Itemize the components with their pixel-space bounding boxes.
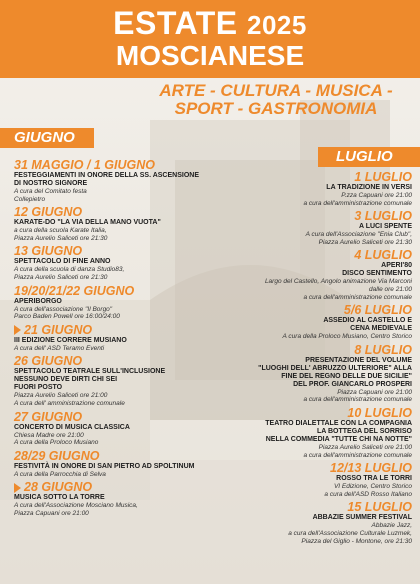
event-item — [214, 209, 412, 246]
event-info: a cura dell'Associazione Culturale Luzmek, — [288, 529, 412, 537]
event-item — [14, 354, 224, 407]
arrow-icon — [14, 483, 21, 493]
event-item — [214, 170, 412, 207]
event-item — [14, 205, 224, 242]
event-title: ABBAZIE SUMMER FESTIVAL — [312, 514, 412, 522]
event-info: a cura dell'amministrazione comunale — [303, 396, 412, 404]
event-date — [14, 323, 224, 337]
event-item — [214, 248, 412, 301]
event-title: DISCO SENTIMENTO — [342, 270, 412, 278]
event-date — [214, 461, 412, 475]
event-info: a cura dell'ASD Rosso Italiano — [324, 490, 412, 498]
event-info: a cura dell'amministrazione comunale — [303, 199, 412, 207]
event-date-text: 12/13 LUGLIO — [330, 461, 412, 476]
event-item — [214, 500, 412, 545]
event-info: Piazza Capuani ore 21:00 — [337, 388, 412, 396]
event-info: a cura dell'amministrazione comunale — [303, 293, 412, 301]
event-info: A cura del Comitato festa — [14, 188, 87, 195]
event-title: NESSUNO DEVE DIRTI CHI SEI — [14, 376, 118, 384]
event-title: PRESENTAZIONE DEL VOLUME — [305, 356, 412, 364]
event-title: III EDIZIONE CORRERE MUSIANO — [14, 336, 127, 344]
event-title: APERIBORGO — [14, 297, 62, 305]
event-item — [14, 284, 224, 321]
event-date — [214, 343, 412, 357]
event-title: CENA MEDIEVALE — [350, 325, 412, 333]
event-date-text: 26 GIUGNO — [14, 354, 83, 369]
event-info: dalle ore 21:00 — [368, 285, 412, 293]
month-banner-luglio: LUGLIO — [318, 147, 420, 167]
event-date — [14, 480, 224, 494]
june-events-column — [14, 158, 224, 520]
tagline — [136, 82, 416, 118]
event-info: Piazza Aurelio Saliceti ore 21:30 — [14, 234, 108, 242]
event-date — [214, 500, 412, 514]
event-date-text: 28/29 GIUGNO — [14, 448, 100, 463]
event-title: DI NOSTRO SIGNORE — [14, 180, 88, 187]
event-info: A cura dell'associazione "Il Borgo" — [14, 305, 113, 313]
event-title: FINE DEL REGNO DELLE DUE SICILIE" — [281, 372, 412, 380]
event-item — [214, 343, 412, 404]
event-date-text: 31 MAGGIO / 1 GIUGNO — [14, 158, 155, 172]
event-info: A cura della Proloco Musiano, Centro Storico — [282, 333, 412, 341]
event-item — [14, 480, 224, 517]
event-info: Chiesa Madre ore 21:00 — [14, 431, 84, 439]
event-info: Piazza Capuani ore 21:00 — [14, 509, 89, 517]
event-info: Largo del Castello, Angolo animazione Via Marconi — [264, 278, 412, 286]
arrow-icon — [14, 325, 21, 335]
july-events-column — [214, 170, 412, 547]
tagline-line-1: ARTE - CULTURA - MUSICA - — [159, 81, 393, 100]
event-title: FESTIVITÀ IN ONORE DI SAN PIETRO AD SPOLTINUM — [14, 462, 195, 470]
event-date — [214, 406, 412, 420]
event-info: Parco Baden Powell ore 16:00/24:00 — [14, 313, 120, 321]
event-title: TEATRO DIALETTALE CON LA COMPAGNIA — [265, 419, 412, 427]
event-info: A cura dell' ASD Teramo Eventi — [14, 344, 105, 352]
event-info: P.zza Capuani ore 21:00 — [341, 192, 412, 199]
event-item — [14, 158, 224, 203]
event-info: Piazza Aurelio Saliceti ore 21:30 — [14, 273, 108, 281]
header-banner — [0, 0, 420, 78]
event-info: A cura dell'Associazione Mosciano Musica, — [14, 502, 138, 510]
event-date — [14, 244, 224, 258]
event-date-text: 5/6 LUGLIO — [343, 303, 412, 318]
event-title: LA TRADIZIONE IN VERSI — [326, 184, 412, 191]
event-title: CONCERTO DI MUSICA CLASSICA — [14, 423, 130, 431]
event-date — [214, 303, 412, 317]
event-date-text: 27 GIUGNO — [14, 409, 83, 424]
event-date — [14, 410, 224, 424]
event-date — [14, 449, 224, 463]
title-year: 2025 — [247, 10, 307, 40]
event-title: SPETTACOLO TEATRALE SULL'INCLUSIONE — [14, 368, 166, 376]
event-date — [214, 209, 412, 223]
event-date-text: 4 LUGLIO — [354, 248, 412, 263]
event-title: DEL PROF. GIANCARLO PROSPERI — [293, 380, 412, 388]
event-title: "LUOGHI DELL' ABRUZZO ULTERIORE" ALLA — [258, 364, 412, 372]
poster-title — [0, 6, 420, 42]
event-title: A LUCI SPENTE — [358, 223, 412, 231]
event-title: ROSSO TRA LE TORRI — [336, 475, 412, 483]
event-info: Abbazie Jazz, — [371, 522, 412, 530]
event-item — [14, 410, 224, 447]
event-info: VI Edizione, Centro Storico — [333, 483, 412, 491]
event-info: A cura dell' amministrazione comunale — [14, 399, 125, 407]
event-info: a cura della scuola Karate Italia, — [14, 227, 107, 235]
event-info: A cura della Parrocchia di Selva — [14, 470, 106, 478]
event-item — [14, 449, 224, 479]
event-date-text: 21 GIUGNO — [24, 322, 93, 337]
event-info: A cura della Proloco Musiano — [14, 439, 99, 447]
event-item — [214, 406, 412, 459]
event-info: A cura della scuola di danza Studio83, — [14, 266, 125, 274]
event-date-text: 8 LUGLIO — [354, 342, 412, 357]
event-title: ASSEDIO AL CASTELLO E — [323, 317, 412, 325]
event-date-text: 13 GIUGNO — [14, 244, 83, 259]
event-title: FESTEGGIAMENTI IN ONORE DELLA SS. ASCENSIONE — [14, 172, 199, 179]
event-title: LA BOTTEGA DEL SORRISO — [316, 427, 412, 435]
event-title: NELLA COMMEDIA "TUTTE CHI NA NOTTE" — [265, 435, 412, 443]
event-date-text: 15 LUGLIO — [347, 500, 412, 515]
event-title: MUSICA SOTTO LA TORRE — [14, 494, 105, 502]
event-item — [214, 303, 412, 341]
tagline-line-2: SPORT - GASTRONOMIA — [174, 99, 378, 118]
event-info: Piazza Aurelio Saliceti ore 21:30 — [318, 238, 412, 246]
event-info: a cura dell'amministrazione comunale — [303, 451, 412, 459]
event-item — [214, 461, 412, 498]
event-date — [14, 284, 224, 298]
event-date-text: 3 LUGLIO — [354, 209, 412, 224]
event-date-text: 28 GIUGNO — [24, 480, 93, 495]
event-date-text: 1 LUGLIO — [354, 170, 412, 184]
event-info: Collepietro — [14, 195, 46, 203]
event-title: KARATE-DO "LA VIA DELLA MANO VUOTA" — [14, 219, 161, 227]
event-item — [14, 244, 224, 281]
event-date-text: 19/20/21/22 GIUGNO — [14, 283, 135, 298]
month-banner-giugno: GIUGNO — [0, 128, 94, 148]
event-date — [14, 158, 224, 172]
event-title: APERI'80 — [381, 262, 412, 270]
event-date-text: 12 GIUGNO — [14, 205, 83, 220]
event-date — [214, 170, 412, 184]
event-info: Piazza Aurelio Saliceti ore 21:00 — [318, 443, 412, 451]
event-date — [14, 205, 224, 219]
event-date — [14, 354, 224, 368]
event-date — [214, 248, 412, 262]
event-date-text: 10 LUGLIO — [347, 405, 412, 420]
event-title: FUORI POSTO — [14, 384, 63, 392]
poster-subtitle: MOSCIANESE — [115, 40, 305, 71]
event-item — [14, 323, 224, 353]
event-title: SPETTACOLO DI FINE ANNO — [14, 258, 111, 266]
event-info: A cura dell'Associazione "Enia Club", — [305, 231, 412, 239]
title-estate: ESTATE — [113, 5, 238, 41]
event-info: Piazza Aurelio Saliceti ore 21:00 — [14, 392, 108, 400]
event-info: Piazza del Giglio - Montone, ore 21:30 — [301, 537, 412, 545]
